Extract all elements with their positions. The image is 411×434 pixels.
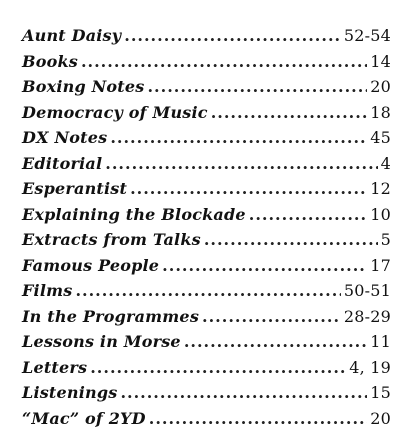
entry-title: Extracts from Talks <box>22 230 201 249</box>
index-entry-explaining-the-blockade <box>22 202 391 228</box>
entry-page-number: 10 <box>370 204 391 224</box>
index-entry-films <box>22 278 391 304</box>
entry-title: Democracy of Music <box>22 102 208 122</box>
dot-leader <box>202 304 341 330</box>
entry-page-number: 28-29 <box>343 306 391 326</box>
dot-leader <box>81 49 367 75</box>
entry-title: Books <box>22 51 78 71</box>
index-entry-dx-notes <box>22 125 391 151</box>
dot-leader <box>149 406 367 432</box>
entry-title: Esperantist <box>22 179 128 198</box>
entry-title: Films <box>22 281 73 300</box>
index-entry-lessons-in-morse <box>22 329 391 355</box>
entry-title: Famous People <box>22 255 160 275</box>
dot-leader <box>184 329 367 355</box>
entry-title: Editorial <box>22 153 103 173</box>
entry-page-number: 12 <box>370 179 391 198</box>
entry-page-number: 20 <box>370 77 391 96</box>
entry-title: “Mac” of 2YD <box>22 408 146 428</box>
entry-title: Listenings <box>22 383 118 402</box>
entry-page-number: 4, 19 <box>349 357 391 377</box>
index-entry-letters <box>22 355 391 381</box>
dot-leader <box>249 202 367 228</box>
entry-title: In the Programmes <box>22 306 200 326</box>
entry-title: Lessons in Morse <box>22 332 181 351</box>
dot-leader <box>162 253 367 279</box>
index-entry-extracts-from-talks <box>22 227 391 253</box>
index-entry-democracy-of-music <box>22 100 391 126</box>
entry-page-number: 50-51 <box>343 281 391 300</box>
index-entry-books <box>22 49 391 75</box>
index-list <box>22 23 391 431</box>
dot-leader <box>75 278 340 304</box>
entry-title: Letters <box>22 357 88 377</box>
entry-page-number: 15 <box>370 383 391 402</box>
index-entry-boxing-notes <box>22 74 391 100</box>
entry-page-number: 52-54 <box>343 26 391 45</box>
index-entry-mac-of-2yd <box>22 406 391 432</box>
dot-leader <box>211 100 368 126</box>
dot-leader <box>130 176 367 202</box>
entry-page-number: 4 <box>380 153 391 173</box>
entry-title: Explaining the Blockade <box>22 204 246 224</box>
entry-title: Aunt Daisy <box>22 26 122 45</box>
index-entry-listenings <box>22 380 391 406</box>
dot-leader <box>204 227 378 253</box>
dot-leader <box>147 74 367 100</box>
entry-page-number: 20 <box>370 408 391 428</box>
entry-page-number: 11 <box>370 332 391 351</box>
entry-page-number: 45 <box>370 128 391 147</box>
index-entry-editorial <box>22 151 391 177</box>
entry-page-number: 5 <box>380 230 391 249</box>
entry-page-number: 17 <box>370 255 391 275</box>
entry-title: Boxing Notes <box>22 77 145 96</box>
dot-leader <box>124 23 341 49</box>
dot-leader <box>110 125 367 151</box>
entry-title: DX Notes <box>22 128 108 147</box>
index-entry-famous-people <box>22 253 391 279</box>
entry-page-number: 18 <box>370 102 391 122</box>
dot-leader <box>105 151 377 177</box>
index-entry-esperantist <box>22 176 391 202</box>
dot-leader <box>120 380 367 406</box>
dot-leader <box>90 355 346 381</box>
index-entry-aunt-daisy <box>22 23 391 49</box>
index-entry-in-the-programmes <box>22 304 391 330</box>
entry-page-number: 14 <box>370 51 391 71</box>
